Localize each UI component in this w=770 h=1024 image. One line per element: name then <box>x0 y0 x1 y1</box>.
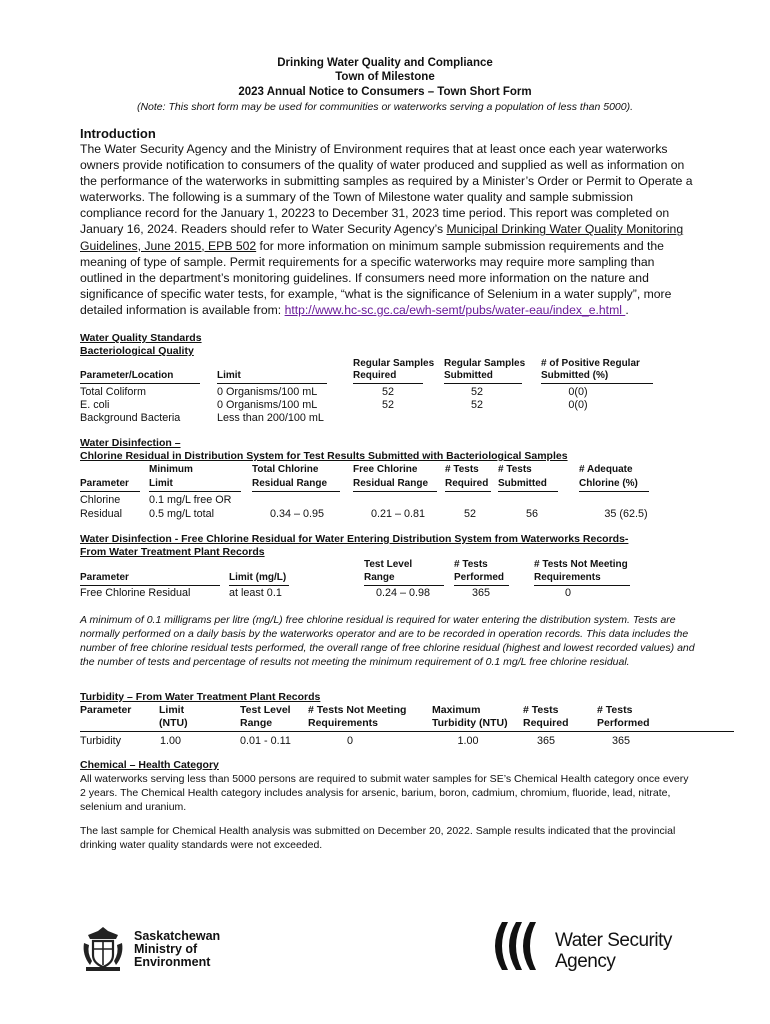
cell-parameter: Total Coliform <box>80 386 146 398</box>
col-perf-1: # Tests <box>597 704 633 716</box>
cell-limit: 0 Organisms/100 mL <box>217 386 318 398</box>
cell-positive: 0(0) <box>568 386 588 398</box>
col-required-1: Regular Samples <box>353 358 435 369</box>
cell-free-range: 0.21 – 0.81 <box>370 508 426 520</box>
disinfection-title: Water Disinfection – <box>80 437 181 449</box>
cell-required: 365 <box>536 735 555 747</box>
col-min-1: Minimum <box>149 464 193 475</box>
short-form-note: (Note: This short form may be used for communities or waterworks serving a population of less than 5000). <box>136 101 634 113</box>
header-rule <box>217 383 327 384</box>
cell-limit-2: 0.5 mg/L total <box>149 508 215 520</box>
cell-limit: 0 Organisms/100 mL <box>217 399 318 411</box>
ministry-line-1: Saskatchewan <box>134 929 221 943</box>
introduction-text <box>80 141 695 318</box>
col-max-2: Turbidity (NTU) <box>432 717 508 729</box>
col-perf-2: Performed <box>597 717 650 729</box>
free-chlorine-note: A minimum of 0.1 milligrams per litre (mg/L) free chlorine residual is required for water entering the distribution system. Tests are normally performed on a daily basis by the waterworks operator and are to be recorded in operation records. This data includes the number of free chlorine residual tests performed, the overall range of free chlorine residual (highest and lowest recorded values) and the number of tests and percentage of results not meeting the minimum requirement of 0.1 mg/L free chlorine residual. <box>80 614 695 668</box>
col-notmeeting-1: # Tests Not Meeting <box>534 559 628 570</box>
col-sub-1: # Tests <box>498 464 532 475</box>
cell-performed: 365 <box>471 587 490 599</box>
col-notmeeting-1: # Tests Not Meeting <box>308 704 407 716</box>
col-limit-2: (NTU) <box>159 717 188 729</box>
col-max-1: Maximum <box>432 704 481 716</box>
cell-submitted: 52 <box>470 386 483 398</box>
water-quality-standards-title: Water Quality Standards <box>80 332 202 344</box>
intro-text-part2: for more information on minimum sample submission requirements and the meaning of type of sample. Permit requirements for a specific waterworks may require more sampling than outlined in the department’s monitoring guidelines. If consumers need more information on the nature and significance of specific water tests, for example, “what is the significance of Selenium in a water supply”, more detailed information is available from: <box>80 238 672 317</box>
cell-submitted: 56 <box>525 508 538 520</box>
plant-records-title: From Water Treatment Plant Records <box>80 546 265 558</box>
cell-limit: at least 0.1 <box>229 587 282 599</box>
col-range-1: Test Level <box>364 559 413 570</box>
cell-total-range: 0.34 – 0.95 <box>269 508 325 520</box>
cell-limit: Less than 200/100 mL <box>217 412 324 424</box>
col-total-2: Residual Range <box>252 478 328 489</box>
header-rule <box>353 383 423 384</box>
coat-of-arms-icon <box>80 925 126 973</box>
col-notmeeting-2: Requirements <box>308 717 379 729</box>
cell-max: 1.00 <box>457 735 479 747</box>
col-req-2: Required <box>445 478 489 489</box>
col-notmeeting-2: Requirements <box>534 572 601 583</box>
header-rule <box>252 491 340 492</box>
cell-adequate: 35 (62.5) <box>604 508 648 520</box>
header-rule <box>534 585 630 586</box>
cell-limit-1: 0.1 mg/L free OR <box>149 494 232 506</box>
ministry-line-3: Environment <box>134 955 211 969</box>
col-submitted-1: Regular Samples <box>444 358 526 369</box>
col-performed-2: Performed <box>454 572 505 583</box>
water-waves-icon <box>486 918 548 974</box>
town-name: Town of Milestone <box>335 71 435 83</box>
cell-parameter: Turbidity <box>80 735 121 747</box>
ministry-line-2: Ministry of <box>134 942 198 956</box>
header-rule <box>454 585 509 586</box>
bacteriological-quality-title: Bacteriological Quality <box>80 345 194 357</box>
header-rule <box>80 491 140 492</box>
cell-required: 52 <box>463 508 476 520</box>
cell-parameter-1: Chlorine <box>80 494 121 506</box>
cell-positive: 0(0) <box>568 399 588 411</box>
cell-parameter-2: Residual <box>80 508 123 520</box>
header-rule <box>80 383 200 384</box>
col-total-1: Total Chlorine <box>252 464 319 475</box>
col-req-1: # Tests <box>445 464 479 475</box>
cell-parameter: E. coli <box>80 399 110 411</box>
report-title: Drinking Water Quality and Compliance <box>277 57 493 69</box>
plant-disinfection-title: Water Disinfection - Free Chlorine Residual for Water Entering Distribution System from Waterworks Records- <box>80 533 629 545</box>
cell-notmeeting: 0 <box>564 587 571 599</box>
introduction-heading: Introduction <box>80 126 156 141</box>
header-rule <box>541 383 653 384</box>
cell-submitted: 52 <box>470 399 483 411</box>
cell-performed: 365 <box>611 735 630 747</box>
header-rule <box>80 585 220 586</box>
col-free-1: Free Chlorine <box>353 464 418 475</box>
chemical-paragraph-2: The last sample for Chemical Health analysis was submitted on December 20, 2022. Sample results indicated that the provincial drinking water quality standards were not exceeded. <box>80 825 676 851</box>
header-rule <box>579 491 649 492</box>
guidelines-link[interactable]: Municipal Drinking Water Quality Monitoring Guidelines, June 2015, EPB 502 <box>80 222 684 253</box>
chemical-title: Chemical – Health Category <box>80 759 219 771</box>
col-parameter: Parameter <box>80 478 129 489</box>
col-parameter: Parameter <box>80 704 132 716</box>
col-limit: Limit (mg/L) <box>229 572 287 583</box>
header-rule <box>353 491 437 492</box>
col-sub-2: Submitted <box>498 478 547 489</box>
col-parameter-location: Parameter/Location <box>80 370 174 381</box>
cell-range: 0.01 - 0.11 <box>240 735 291 747</box>
header-rule <box>445 491 491 492</box>
turbidity-title: Turbidity – From Water Treatment Plant Records <box>80 691 321 703</box>
header-rule <box>444 383 522 384</box>
col-positive-1: # of Positive Regular <box>541 358 640 369</box>
col-limit-1: Limit <box>159 704 185 716</box>
wsa-line-1: Water Security <box>555 930 672 951</box>
col-adeq-2: Chlorine (%) <box>579 478 638 489</box>
cell-required: 52 <box>381 386 394 398</box>
header-rule <box>229 585 289 586</box>
col-req-2: Required <box>523 717 569 729</box>
col-positive-2: Submitted (%) <box>541 370 609 381</box>
cell-required: 52 <box>381 399 394 411</box>
col-limit: Limit <box>217 370 241 381</box>
header-rule <box>149 491 241 492</box>
chemical-paragraph-1: All waterworks serving less than 5000 persons are required to submit water samples for SE’s Chemical Health category once every 2 years. The Chemical Health category includes analysis for arsenic, barium, boron, cadmium, chromium, fluoride, lead, nitrate, selenium and uranium. <box>80 773 689 813</box>
cell-notmeeting: 0 <box>346 735 353 747</box>
col-performed-1: # Tests <box>454 559 488 570</box>
col-required-2: Required <box>353 370 397 381</box>
health-canada-link[interactable]: http://www.hc-sc.gc.ca/ewh-semt/pubs/water-eau/index_e.html <box>284 302 626 317</box>
cell-parameter: Background Bacteria <box>80 412 181 424</box>
cell-limit: 1.00 <box>160 735 182 747</box>
col-parameter: Parameter <box>80 572 129 583</box>
chlorine-distribution-title: Chlorine Residual in Distribution System for Test Results Submitted with Bacteriological Samples <box>80 450 568 462</box>
header-rule <box>80 731 734 732</box>
cell-parameter: Free Chlorine Residual <box>80 587 191 599</box>
cell-range: 0.24 – 0.98 <box>375 587 431 599</box>
col-submitted-2: Submitted <box>444 370 493 381</box>
col-range-2: Range <box>240 717 273 729</box>
col-min-2: Limit <box>149 478 173 489</box>
intro-text-part1: The Water Security Agency and the Ministry of Environment requires that at least once each year waterworks owners provide notification to consumers of the quality of water produced and supplied as well as information on the performance of the waterworks in submitting samples as required by a Minister’s Order or Permit to Operate a waterworks. The following is a summary of the Town of Milestone water quality and sample submission compliance record for the January 1, 20223 to December 31, 2023 time period. This report was completed on January 16, 2024. Readers should refer to Water Security Agency’s <box>80 142 693 237</box>
intro-text-part3: . <box>625 302 629 317</box>
report-subtitle: 2023 Annual Notice to Consumers – Town Short Form <box>238 86 532 98</box>
col-req-1: # Tests <box>523 704 559 716</box>
header-rule <box>364 585 444 586</box>
col-range-1: Test Level <box>240 704 291 716</box>
col-adeq-1: # Adequate <box>579 464 633 475</box>
col-free-2: Residual Range <box>353 478 429 489</box>
header-rule <box>498 491 558 492</box>
wsa-line-2: Agency <box>555 951 616 972</box>
col-range-2: Range <box>364 572 395 583</box>
